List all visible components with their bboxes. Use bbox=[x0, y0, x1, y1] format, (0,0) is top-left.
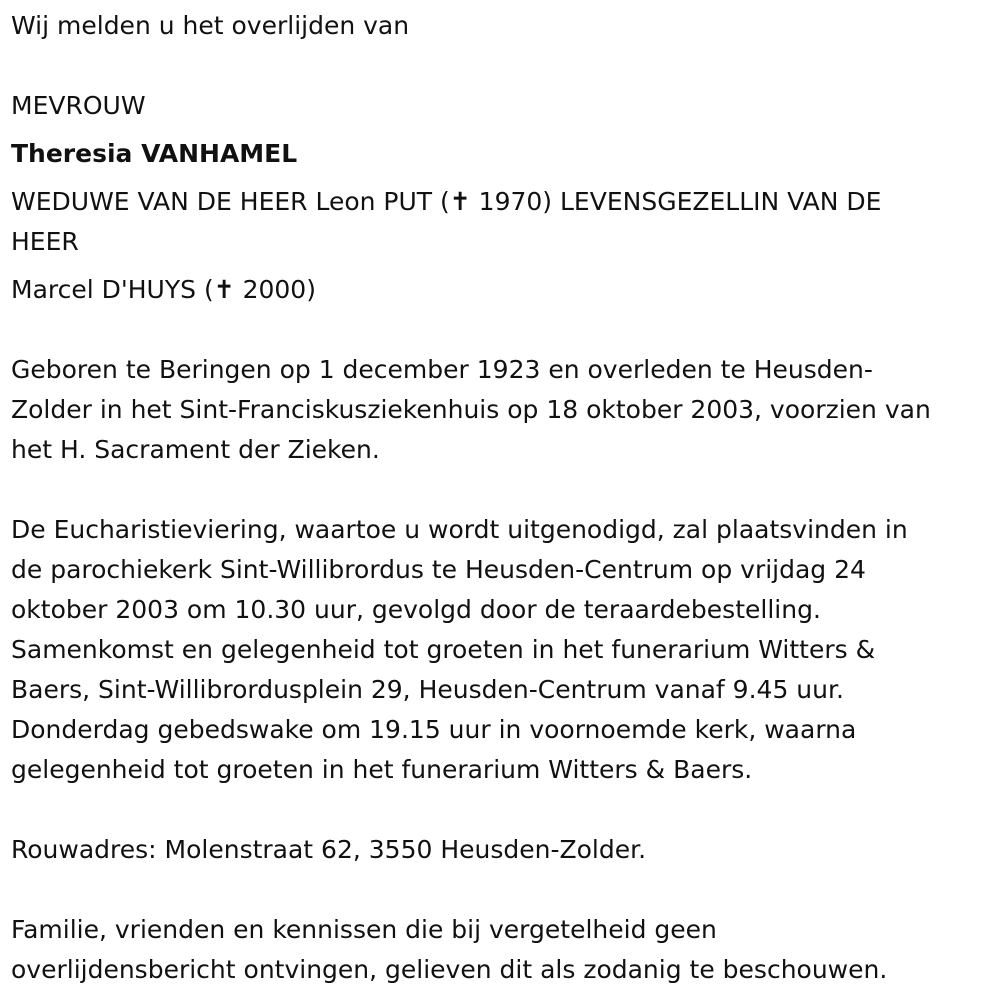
birth-death-paragraph bbox=[11, 350, 931, 470]
relation-line-3: Marcel D'HUYS (✝ 2000) bbox=[11, 275, 316, 304]
paragraph-line: Zolder in het Sint-Franciskusziekenhuis op 18 oktober 2003, voorzien van bbox=[11, 395, 931, 424]
paragraph-line: de parochiekerk Sint-Willibrordus te Heusden-Centrum op vrijdag 24 bbox=[11, 555, 866, 584]
paragraph-line: het H. Sacrament der Zieken. bbox=[11, 435, 380, 464]
paragraph-line: oktober 2003 om 10.30 uur, gevolgd door de teraardebestelling. bbox=[11, 595, 821, 624]
paragraph-line: Samenkomst en gelegenheid tot groeten in het funerarium Witters & bbox=[11, 635, 876, 664]
mourning-address: Rouwadres: Molenstraat 62, 3550 Heusden-Zolder. bbox=[11, 835, 647, 864]
paragraph-line: De Eucharistieviering, waartoe u wordt uitgenodigd, zal plaatsvinden in bbox=[11, 515, 908, 544]
relation-line-1: WEDUWE VAN DE HEER Leon PUT (✝ 1970) LEVENSGEZELLIN VAN DE bbox=[11, 187, 882, 216]
paragraph-line: overlijdensbericht ontvingen, gelieven dit als zodanig te beschouwen. bbox=[11, 955, 888, 984]
relation-line-2: HEER bbox=[11, 227, 79, 256]
deceased-name: Theresia VANHAMEL bbox=[11, 139, 298, 168]
paragraph-line: gelegenheid tot groeten in het funerarium Witters & Baers. bbox=[11, 755, 753, 784]
intro-text: Wij melden u het overlijden van bbox=[11, 11, 410, 40]
honorific: MEVROUW bbox=[11, 91, 146, 120]
paragraph-line: Baers, Sint-Willibrordusplein 29, Heusden-Centrum vanaf 9.45 uur. bbox=[11, 675, 844, 704]
paragraph-line: Donderdag gebedswake om 19.15 uur in voornoemde kerk, waarna bbox=[11, 715, 857, 744]
paragraph-line: Geboren te Beringen op 1 december 1923 en overleden te Heusden- bbox=[11, 355, 873, 384]
ceremony-paragraph bbox=[11, 510, 908, 790]
paragraph-line: Familie, vrienden en kennissen die bij vergetelheid geen bbox=[11, 915, 717, 944]
closing-paragraph bbox=[11, 910, 887, 990]
